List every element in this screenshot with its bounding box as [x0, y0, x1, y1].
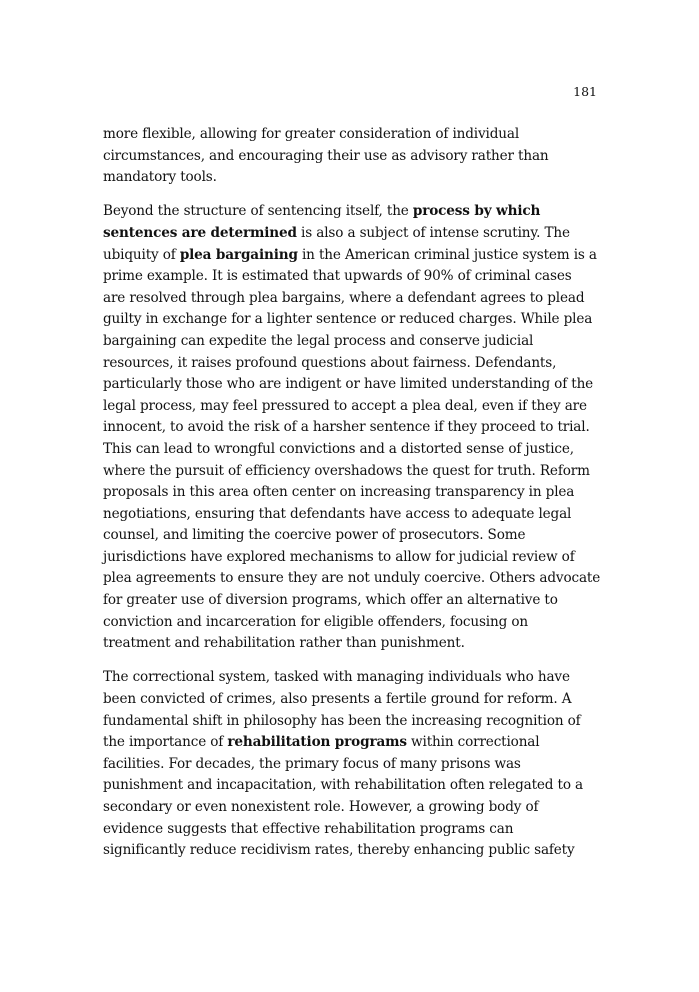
text-line	[103, 504, 603, 526]
text-segment: treatment and rehabilitation rather than punishment.	[103, 635, 465, 652]
body-text	[103, 124, 603, 874]
text-segment: counsel, and limiting the coercive power of prosecutors. Some	[103, 527, 526, 544]
bold-term: sentences are determined	[103, 224, 297, 241]
text-segment: Beyond the structure of sentencing itself, the	[103, 203, 413, 220]
text-segment: within correctional	[406, 734, 540, 751]
text-line	[103, 439, 603, 461]
text-line	[103, 797, 603, 819]
text-line	[103, 667, 603, 689]
text-segment: jurisdictions have explored mechanisms to allow for judicial review of	[103, 548, 575, 565]
text-line	[103, 266, 603, 288]
text-line	[103, 124, 603, 146]
text-segment: legal process, may feel pressured to accept a plea deal, even if they are	[103, 397, 587, 414]
text-line	[103, 331, 603, 353]
text-line	[103, 754, 603, 776]
text-line	[103, 840, 603, 862]
text-line	[103, 353, 603, 375]
text-segment: fundamental shift in philosophy has been the increasing recognition of	[103, 712, 581, 729]
text-segment: been convicted of crimes, also presents a fertile ground for reform. A	[103, 691, 572, 708]
bold-term: plea bargaining	[179, 246, 298, 263]
paragraph	[103, 124, 603, 189]
text-segment: proposals in this area often center on increasing transparency in plea	[103, 484, 575, 501]
text-line	[103, 819, 603, 841]
text-line	[103, 288, 603, 310]
bold-term: rehabilitation programs	[227, 734, 407, 751]
text-line	[103, 223, 603, 245]
page-number: 181	[573, 84, 597, 99]
text-segment: prime example. It is estimated that upwards of 90% of criminal cases	[103, 268, 572, 285]
text-segment: is also a subject of intense scrutiny. The	[296, 224, 570, 241]
text-segment: plea agreements to ensure they are not unduly coercive. Others advocate	[103, 570, 601, 587]
text-line	[103, 547, 603, 569]
text-segment: negotiations, ensuring that defendants have access to adequate legal	[103, 505, 572, 522]
text-segment: facilities. For decades, the primary focus of many prisons was	[103, 755, 521, 772]
text-segment: significantly reduce recidivism rates, thereby enhancing public safety	[103, 842, 575, 859]
text-segment: punishment and incapacitation, with rehabilitation often relegated to a	[103, 777, 583, 794]
text-line	[103, 482, 603, 504]
text-segment: circumstances, and encouraging their use as advisory rather than	[103, 147, 549, 164]
text-line	[103, 612, 603, 634]
text-segment: in the American criminal justice system is a	[297, 246, 597, 263]
text-line	[103, 711, 603, 733]
text-line	[103, 568, 603, 590]
text-line	[103, 167, 603, 189]
text-line	[103, 146, 603, 168]
paragraph	[103, 667, 603, 861]
text-segment: for greater use of diversion programs, which offer an alternative to	[103, 592, 558, 609]
text-segment: the importance of	[103, 734, 228, 751]
text-line	[103, 201, 603, 223]
bold-term: process by which	[412, 203, 541, 220]
text-segment: evidence suggests that effective rehabilitation programs can	[103, 820, 514, 837]
paragraph	[103, 201, 603, 654]
text-line	[103, 775, 603, 797]
text-line	[103, 245, 603, 267]
text-line	[103, 633, 603, 655]
text-segment: are resolved through plea bargains, where a defendant agrees to plead	[103, 289, 585, 306]
text-line	[103, 590, 603, 612]
text-line	[103, 417, 603, 439]
text-segment: particularly those who are indigent or have limited understanding of the	[103, 376, 594, 393]
text-line	[103, 461, 603, 483]
text-segment: This can lead to wrongful convictions and a distorted sense of justice,	[103, 440, 574, 457]
text-segment: where the pursuit of efficiency overshadows the quest for truth. Reform	[103, 462, 590, 479]
text-segment: mandatory tools.	[103, 169, 217, 186]
text-segment: innocent, to avoid the risk of a harsher sentence if they proceed to trial.	[103, 419, 590, 436]
text-segment: The correctional system, tasked with managing individuals who have	[103, 669, 570, 686]
text-segment: secondary or even nonexistent role. However, a growing body of	[103, 799, 539, 815]
text-line	[103, 309, 603, 331]
text-segment: conviction and incarceration for eligible offenders, focusing on	[103, 613, 528, 630]
text-segment: ubiquity of	[103, 246, 180, 263]
text-line	[103, 732, 603, 754]
text-line	[103, 374, 603, 396]
text-segment: more flexible, allowing for greater consideration of individual	[103, 126, 520, 142]
text-line	[103, 396, 603, 418]
text-segment: bargaining can expedite the legal process and conserve judicial	[103, 332, 534, 349]
text-segment: resources, it raises profound questions about fairness. Defendants,	[103, 354, 557, 371]
text-line	[103, 689, 603, 711]
text-line	[103, 525, 603, 547]
text-segment: guilty in exchange for a lighter sentence or reduced charges. While plea	[103, 311, 593, 328]
